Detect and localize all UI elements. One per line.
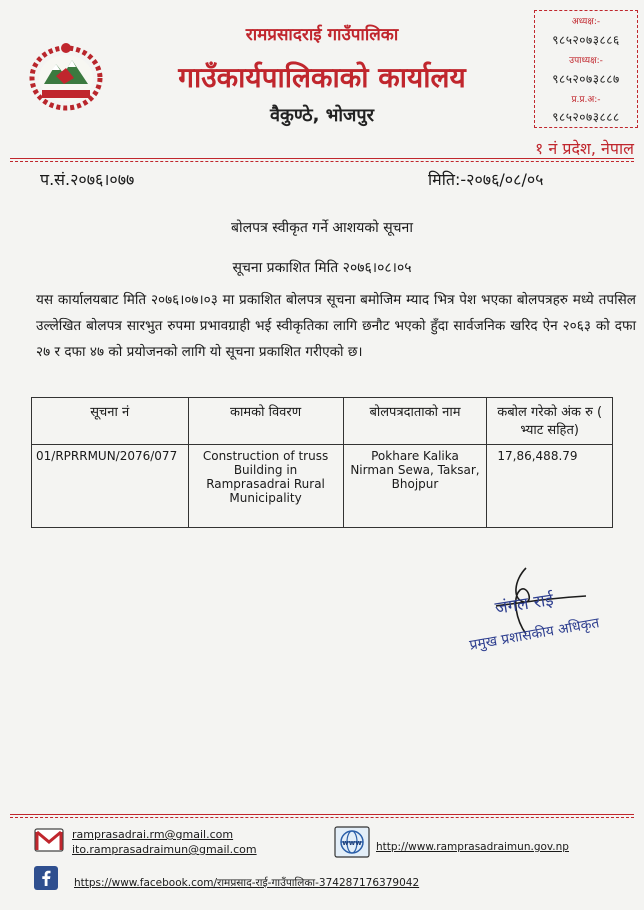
- globe-icon: [334, 826, 370, 858]
- province-label: १ नं प्रदेश, नेपाल: [535, 139, 634, 158]
- reference-number: प.सं.२०७६।०७७: [40, 170, 135, 189]
- table-header-row: [32, 398, 613, 445]
- cell-bidder-name: Pokhare Kalika Nirman Sewa, Taksar, Bhojpur: [343, 445, 487, 528]
- office-name: गाउँकार्यपालिकाको कार्यालय: [178, 61, 466, 94]
- contact-box: [534, 10, 638, 128]
- gmail-icon: [34, 826, 64, 854]
- notice-title: बोलपत्र स्वीकृत गर्ने आशयको सूचना: [231, 220, 413, 236]
- cao-phone: ९८५२०७३८८८: [552, 110, 620, 124]
- bid-table: [31, 397, 613, 528]
- table-row: [32, 445, 613, 528]
- footer-divider-dashed: [10, 817, 634, 818]
- signature-name: जंगल राई: [493, 589, 555, 619]
- published-date: सूचना प्रकाशित मिति २०७६।०८।०५: [232, 260, 412, 276]
- header-divider: [10, 158, 634, 159]
- cell-notice-no: 01/RPRRMUN/2076/077: [32, 445, 189, 528]
- office-address: वैकुण्ठे, भोजपुर: [269, 105, 374, 126]
- vice-phone: ९८५२०७३८८७: [552, 72, 620, 86]
- footer-divider: [10, 814, 634, 815]
- facebook-link[interactable]: https://www.facebook.com/रामप्रसाद-राई-गाउँपालिका-374287176379042: [74, 877, 420, 889]
- col-bid-amount: कबोल गरेको अंक रु ( भ्याट सहित): [487, 398, 613, 445]
- notice-body: यस कार्यालयबाट मिति २०७६।०७।०३ मा प्रकाशित बोलपत्र सूचना बमोजिम म्याद भित्र पेश भएका बोलपत्रहरु मध्ये तपसिल उल्लेखित बोलपत्र सारभुत रुपमा प्रभावग्राही भई स्वीकृतिका लागि छनौट भएको हुँदा सार्वजनिक खरिद ऐन २०६३ को दफा २७ र दफा ४७ को प्रयोजनको लागि यो सूचना प्रकाशित गरीएको छ।: [36, 292, 636, 360]
- www-label: www: [342, 839, 362, 847]
- website-link[interactable]: http://www.ramprasadraimun.gov.np: [376, 841, 569, 853]
- signatory-title: प्रमुख प्रशासकीय अधिकृत: [468, 615, 601, 654]
- col-notice-no: सूचना नं: [32, 398, 189, 445]
- header-divider-dashed: [10, 161, 634, 162]
- email-list: [72, 827, 257, 857]
- chair-phone: ९८५२०७३८८६: [552, 33, 620, 47]
- chair-label: अध्यक्ष:-: [571, 17, 601, 27]
- signature-mark: [456, 560, 636, 670]
- municipality-name: रामप्रसादराई गाउँपालिका: [245, 25, 399, 45]
- email-link-2[interactable]: ito.ramprasadraimun@gmail.com: [72, 843, 257, 856]
- facebook-icon: [34, 866, 58, 890]
- vice-label: उपाध्यक्ष:-: [569, 56, 603, 66]
- document-date: मिति:-२०७६/०८/०५: [428, 170, 544, 189]
- cell-bid-amount: 17,86,488.79: [487, 445, 613, 528]
- email-link-1[interactable]: ramprasadrai.rm@gmail.com: [72, 828, 234, 841]
- cell-work-description: Construction of truss Building in Ramprasadrai Rural Municipality: [188, 445, 343, 528]
- cao-label: प्र.प्र.अ:-: [571, 95, 601, 105]
- col-work-description: कामको विवरण: [188, 398, 343, 445]
- col-bidder-name: बोलपत्रदाताको नाम: [343, 398, 487, 445]
